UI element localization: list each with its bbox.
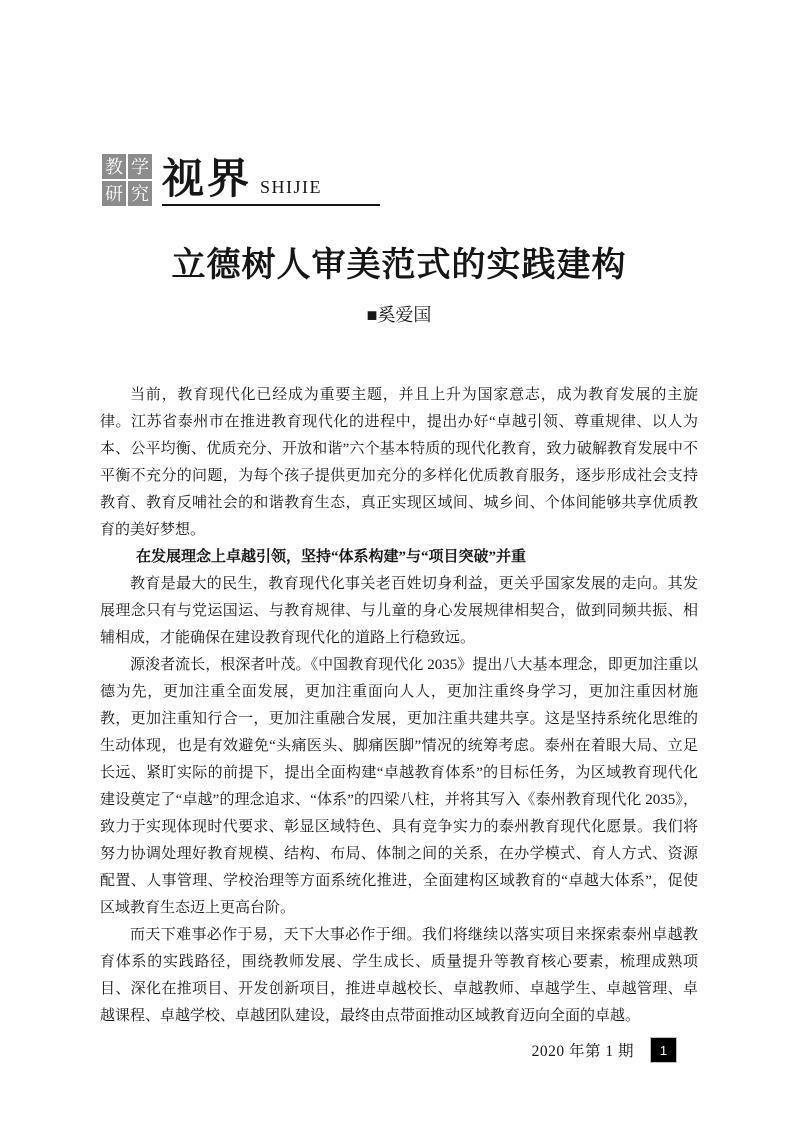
paragraph: 而天下难事必作于易，天下大事必作于细。我们将继续以落实项目来探索泰州卓越教育体系的实践路径，围绕教师发展、学生成长、质量提升等教育核心要素，梳理成熟项目、深化在推项目、开发创新项目，推进卓越校长、卓越教师、卓越学生、卓越管理、卓越课程、卓越学校、卓越团队建设，最终由点带面推动区域教育迈向全面的卓越。 [100,927,698,1024]
journal-logo [102,154,152,206]
masthead [102,152,698,206]
author-name: 奚爱国 [377,305,432,325]
section-subtitle: SHIJIE [260,177,323,198]
article-title: 立德树人审美范式的实践建构 [171,247,627,284]
logo-tile-jiu: 究 [128,181,152,206]
paragraph: 源浚者流长，根深者叶茂。《中国教育现代化 2035》提出八大基本理念，即更加注重以德为先，更加注重全面发展，更加注重面向人人，更加注重终身学习，更加注重因材施教，更加注重知行合一，更加注重融合发展，更加注重共建共享。这是坚持系统化思维的生动体现，也是有效避免“头痛医头、脚痛医脚”情况的统筹考虑。泰州在着眼大局、立足长远、紧盯实际的前提下，提出全面构建“卓越教育体系”的目标任务，为区域教育现代化建设奠定了“卓越”的理念追求、“体系”的四梁八柱，并将其写入《泰州教育现代化 2035》，致力于实现体现时代要求、彰显区域特色、具有竞争实力的泰州教育现代化愿景。我们将努力协调处理好教育规模、结构、布局、体制之间的关系，在办学模式、育人方式、资源配置、人事管理、学校治理等方面系统化推进，全面建构区域教育的“卓越大体系”，促使区域教育生态迈上更高台阶。 [100,657,698,916]
logo-tile-jiao: 教 [102,154,126,179]
article-body [100,382,698,1030]
logo-tile-xue: 学 [128,154,152,179]
section-subheading: 在发展理念上卓越引领，坚持“体系构建”与“项目突破”并重 [136,549,527,565]
issue-label: 2020 年第 1 期 [531,1043,634,1060]
paragraph: 教育是最大的民生，教育现代化事关老百姓切身利益，更关乎国家发展的走向。其发展理念只有与党运国运、与教育规律、与儿童的身心发展规律相契合，做到同频共振、相辅相成，才能确保在建设教育现代化的道路上行稳致远。 [100,576,698,646]
author-marker: ■ [366,305,378,325]
page-number-badge: 1 [650,1037,677,1063]
page-footer [100,1037,698,1063]
section-header [162,157,380,206]
section-title: 视界 [162,157,253,204]
logo-tile-yan: 研 [102,181,126,206]
article-author [100,305,698,325]
paragraph: 当前，教育现代化已经成为重要主题，并且上升为国家意志，成为教育发展的主旋律。江苏省泰州市在推进教育现代化的进程中，提出办好“卓越引领、尊重规律、以人为本、公平均衡、优质充分、开放和谐”六个基本特质的现代化教育，致力破解教育发展中不平衡不充分的问题，为每个孩子提供更加充分的多样化优质教育服务，逐步形成社会支持教育、教育反哺社会的和谐教育生态，真正实现区域间、城乡间、个体间能够共享优质教育的美好梦想。 [100,387,698,538]
